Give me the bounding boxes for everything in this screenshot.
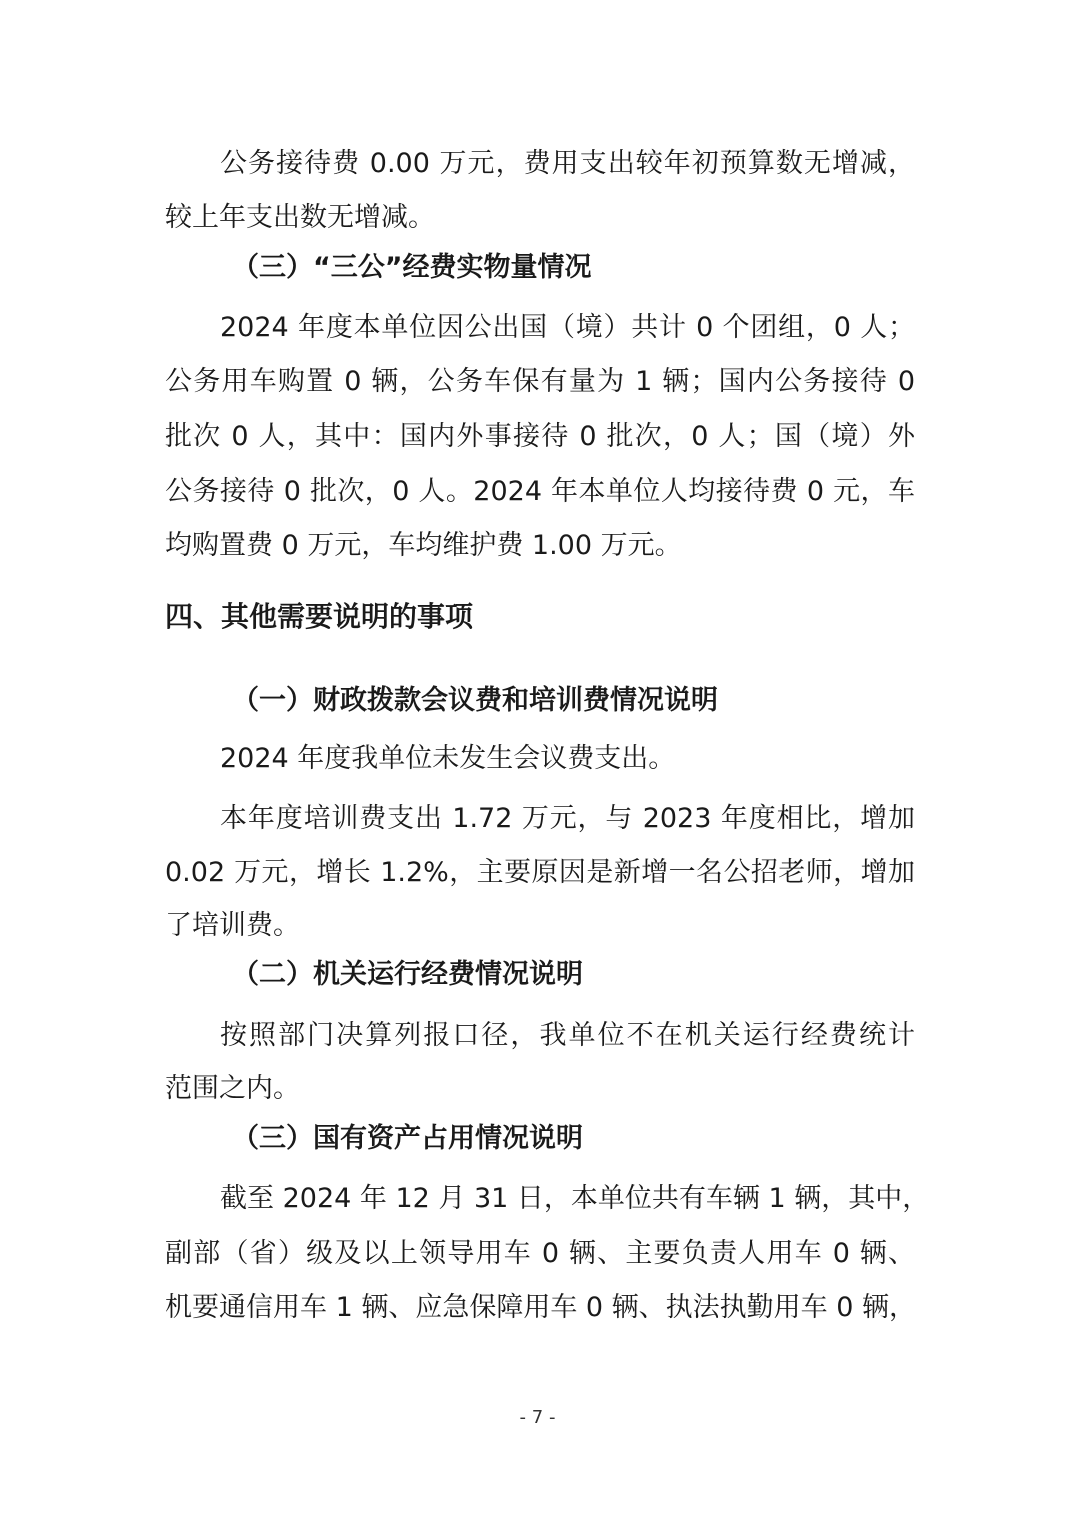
paragraph-line: 范围之内。 xyxy=(165,1073,300,1104)
paragraph-line: 本年度培训费支出 1.72 万元，与 2023 年度相比，增加 xyxy=(220,803,915,834)
subheading-assets: （三）国有资产占用情况说明 xyxy=(232,1123,583,1154)
paragraph-line: 公务用车购置 0 辆，公务车保有量为 1 辆；国内公务接待 0 xyxy=(165,366,915,397)
paragraph-line: 公务接待费 0.00 万元，费用支出较年初预算数无增减， xyxy=(220,148,915,179)
paragraph-line: 2024 年度我单位未发生会议费支出。 xyxy=(220,743,676,774)
paragraph-line: 了培训费。 xyxy=(165,910,300,941)
paragraph-line: 较上年支出数无增减。 xyxy=(165,202,435,233)
paragraph-line: 2024 年度本单位因公出国（境）共计 0 个团组，0 人； xyxy=(220,312,915,343)
paragraph-line: 批次 0 人，其中：国内外事接待 0 批次，0 人；国（境）外 xyxy=(165,421,915,452)
paragraph-line: 截至 2024 年 12 月 31 日，本单位共有车辆 1 辆，其中， xyxy=(220,1183,930,1214)
subheading-operation: （二）机关运行经费情况说明 xyxy=(232,959,583,990)
paragraph-line: 副部（省）级及以上领导用车 0 辆、主要负责人用车 0 辆、 xyxy=(165,1238,915,1269)
paragraph-line: 公务接待 0 批次，0 人。2024 年本单位人均接待费 0 元，车 xyxy=(165,476,915,507)
subheading-sangong-material: （三）“三公”经费实物量情况 xyxy=(232,252,592,283)
subheading-meeting-training: （一）财政拨款会议费和培训费情况说明 xyxy=(232,685,718,716)
paragraph-line: 机要通信用车 1 辆、应急保障用车 0 辆、执法执勤用车 0 辆， xyxy=(165,1292,917,1323)
page-number: - 7 - xyxy=(519,1407,556,1428)
paragraph-line: 0.02 万元，增长 1.2%，主要原因是新增一名公招老师，增加 xyxy=(165,857,915,888)
paragraph-line: 均购置费 0 万元，车均维护费 1.00 万元。 xyxy=(165,530,682,561)
paragraph-line: 按照部门决算列报口径，我单位不在机关运行经费统计 xyxy=(220,1020,915,1051)
section-heading: 四、其他需要说明的事项 xyxy=(165,600,474,633)
